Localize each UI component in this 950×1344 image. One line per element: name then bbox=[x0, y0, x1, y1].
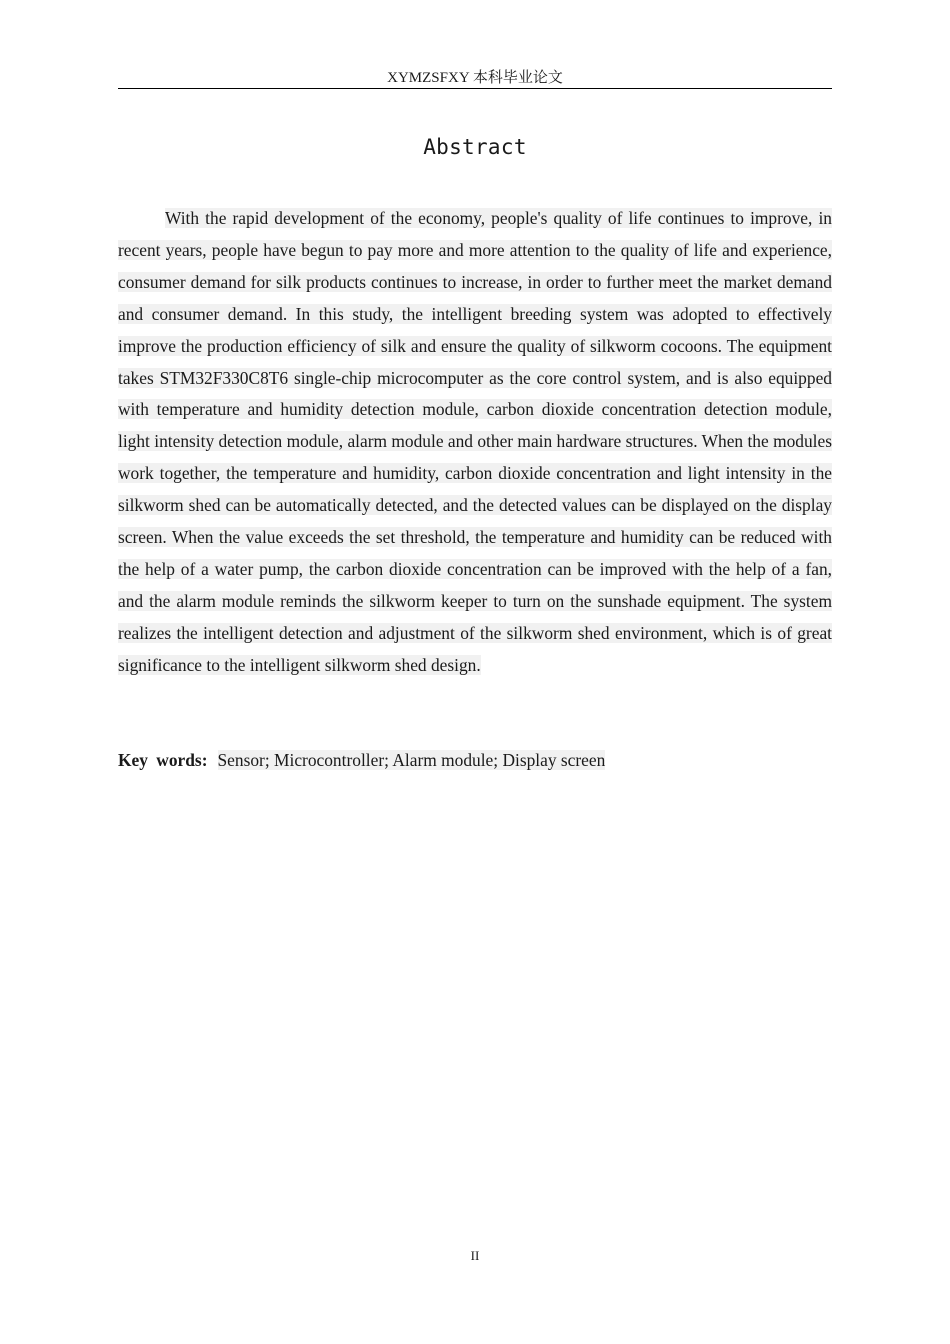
header-title: XYMZSFXY 本科毕业论文 bbox=[387, 70, 563, 86]
keywords-line bbox=[118, 745, 832, 777]
keywords-label: Key words: bbox=[118, 750, 208, 770]
abstract-title: Abstract bbox=[423, 135, 527, 159]
abstract-body bbox=[118, 203, 832, 682]
page-header bbox=[118, 68, 832, 89]
abstract-body-text: With the rapid development of the economy, people's quality of life continues to improve, in recent years, people have begun to pay more and more attention to the quality of life and experience, consumer demand for silk products continues to increase, in order to further meet the market demand and consumer demand. In this study, the intelligent breeding system was adopted to effectively improve the production efficiency of silk and ensure the quality of silkworm cocoons. The equipment takes STM32F330C8T6 single-chip microcomputer as the core control system, and is also equipped with temperature and humidity detection module, carbon dioxide concentration detection module, light intensity detection module, alarm module and other main hardware structures. When the modules work together, the temperature and humidity, carbon dioxide concentration and light intensity in the silkworm shed can be automatically detected, and the detected values can be displayed on the display screen. When the value exceeds the set threshold, the temperature and humidity can be reduced with the help of a water pump, the carbon dioxide concentration can be improved with the help of a fan, and the alarm module reminds the silkworm keeper to turn on the sunshade equipment. The system realizes the intelligent detection and adjustment of the silkworm shed environment, which is of great significance to the intelligent silkworm shed design. bbox=[118, 208, 832, 675]
keywords-value: Sensor; Microcontroller; Alarm module; Display screen bbox=[217, 750, 606, 770]
page-number: II bbox=[470, 1248, 480, 1263]
